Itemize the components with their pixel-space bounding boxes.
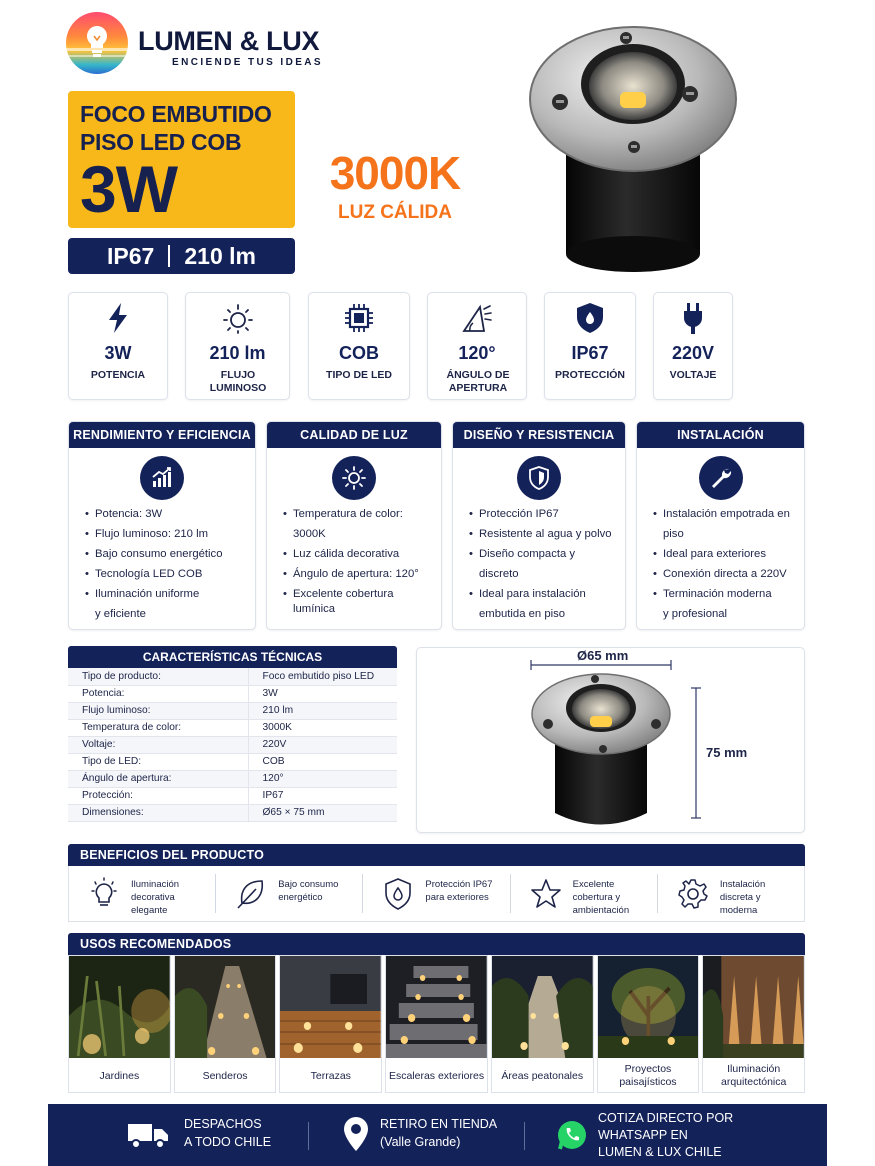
use-label: Proyectos paisajísticos xyxy=(619,1063,677,1088)
spec-key: Flujo luminoso: xyxy=(68,702,248,719)
product-wattage: 3W xyxy=(80,152,177,226)
gear-icon xyxy=(676,877,710,911)
footer-shipping-line2: A TODO CHILE xyxy=(184,1135,272,1149)
kelvin-label: LUZ CÁLIDA xyxy=(338,202,452,223)
bolt-icon xyxy=(101,301,135,335)
product-title-box xyxy=(68,91,295,228)
list-item: • Luz cálida decorativa xyxy=(283,544,433,564)
use-label: Iluminación arquitectónica xyxy=(720,1063,787,1088)
use-label: Jardines xyxy=(99,1069,140,1082)
uses-gallery xyxy=(68,955,805,1093)
list-item: • Instalación empotrada en piso xyxy=(653,504,796,544)
spec-value: IP67 xyxy=(571,343,609,363)
sun-icon xyxy=(332,456,376,500)
benefit-item xyxy=(511,874,658,916)
benefit-text: Protección IP67 para exteriores xyxy=(425,879,493,903)
tech-specs-table xyxy=(68,646,397,822)
list-item: • Ángulo de apertura: 120° xyxy=(283,564,433,584)
benefits-row xyxy=(68,866,805,922)
spec-label: FLUJO LUMINOSO xyxy=(209,369,267,394)
spec-value: 3W xyxy=(104,343,132,363)
use-label: Senderos xyxy=(202,1069,248,1082)
spec-value: Ø65 × 75 mm xyxy=(248,804,397,821)
list-item: lumínica xyxy=(293,603,336,615)
logo-sunset-icon xyxy=(66,12,128,74)
plug-icon xyxy=(676,301,710,335)
footer-shipping-line1: DESPACHOS xyxy=(184,1117,262,1131)
spec-value: Foco embutido piso LED xyxy=(248,668,397,685)
spec-value: 210 lm xyxy=(248,702,397,719)
list-item: • Flujo luminoso: 210 lm xyxy=(85,524,247,544)
use-card xyxy=(702,955,805,1093)
pill-lumens: 210 lm xyxy=(184,242,256,269)
list-item: • Tecnología LED COB xyxy=(85,564,247,584)
list-item: • Diseño compacta y discreto xyxy=(469,544,617,584)
spec-key: Voltaje: xyxy=(68,736,248,753)
uses-title: USOS RECOMENDADOS xyxy=(68,933,805,955)
spec-value: 120° xyxy=(458,343,496,363)
use-photo xyxy=(280,956,381,1058)
list-item: • Excelente cobertura xyxy=(283,587,433,602)
list-item: • Ideal para instalación xyxy=(469,584,617,604)
spec-key: Temperatura de color: xyxy=(68,719,248,736)
list-item: • Potencia: 3W xyxy=(85,504,247,524)
use-photo xyxy=(598,956,699,1058)
truck-icon xyxy=(126,1120,170,1150)
feature-column-design xyxy=(452,421,626,630)
table-row xyxy=(68,736,397,753)
spec-value: COB xyxy=(339,343,379,363)
specs-table xyxy=(68,668,397,822)
spec-value: IP67 xyxy=(248,787,397,804)
spec-label: TIPO DE LED xyxy=(326,369,392,381)
product-title-line2: PISO LED COB xyxy=(80,129,242,155)
spec-value: COB xyxy=(248,753,397,770)
feature-column-performance xyxy=(68,421,256,630)
leaf-icon xyxy=(234,877,268,911)
feature-list xyxy=(283,504,433,617)
list-item: • Resistente al agua y polvo xyxy=(469,524,617,544)
whatsapp-icon xyxy=(556,1119,588,1151)
beam-angle-icon xyxy=(460,301,494,335)
kelvin-value: 3000K xyxy=(329,147,461,199)
spec-value: 220V xyxy=(671,343,715,363)
spec-label: POTENCIA xyxy=(90,369,146,381)
spec-card-angle xyxy=(427,292,527,400)
use-label: Áreas peatonales xyxy=(501,1069,584,1082)
spec-label: ÁNGULO DE APERTURA xyxy=(446,369,510,394)
feature-title: RENDIMIENTO Y EFICIENCIA xyxy=(69,422,255,448)
footer-whatsapp-line3: LUMEN & LUX CHILE xyxy=(598,1145,722,1159)
use-photo xyxy=(386,956,487,1058)
color-temperature xyxy=(310,148,480,224)
list-item: • Iluminación uniforme xyxy=(85,584,247,604)
feature-title: INSTALACIÓN xyxy=(637,422,804,448)
use-card xyxy=(597,955,700,1093)
spec-value: 3000K xyxy=(248,719,397,736)
feature-column-installation xyxy=(636,421,805,630)
use-label: Escaleras exteriores xyxy=(388,1069,485,1082)
list-item: • Bajo consumo energético xyxy=(85,544,247,564)
feature-title: DISEÑO Y RESISTENCIA xyxy=(453,422,625,448)
footer-bar xyxy=(48,1104,827,1166)
use-card xyxy=(174,955,277,1093)
benefit-text: Instalación discreta y moderna xyxy=(719,879,766,916)
spec-key: Tipo de LED: xyxy=(68,753,248,770)
list-item: • Ideal para exteriores xyxy=(653,544,796,564)
brand-tagline: ENCIENDE TUS IDEAS xyxy=(172,57,323,68)
list-item: embutida en piso xyxy=(479,608,566,620)
footer-pickup-line1: RETIRO EN TIENDA xyxy=(380,1117,498,1131)
diameter-label: Ø65 mm xyxy=(577,648,629,663)
feature-title: CALIDAD DE LUZ xyxy=(267,422,441,448)
use-label: Terrazas xyxy=(310,1069,351,1082)
spec-key: Ángulo de apertura: xyxy=(68,770,248,787)
footer-whatsapp-line1: COTIZA DIRECTO POR xyxy=(598,1111,734,1125)
table-row xyxy=(68,719,397,736)
sun-icon xyxy=(221,301,255,335)
ip-lumen-pill xyxy=(68,238,295,274)
star-icon xyxy=(529,877,563,911)
shield-drop-icon xyxy=(381,877,415,911)
shield-icon xyxy=(517,456,561,500)
use-photo xyxy=(69,956,170,1058)
feature-list xyxy=(469,504,617,624)
height-label: 75 mm xyxy=(706,745,748,760)
spec-key: Protección: xyxy=(68,787,248,804)
spec-value: 3W xyxy=(248,685,397,702)
location-pin-icon xyxy=(342,1116,370,1152)
feature-list xyxy=(653,504,796,624)
footer-whatsapp-line2: WHATSAPP EN xyxy=(598,1128,688,1142)
dimension-lamp-image xyxy=(417,648,806,834)
use-card xyxy=(279,955,382,1093)
use-card xyxy=(491,955,594,1093)
spec-key: Dimensiones: xyxy=(68,804,248,821)
benefit-item xyxy=(69,874,216,916)
spec-key: Potencia: xyxy=(68,685,248,702)
dimensions-panel xyxy=(416,647,805,833)
use-photo xyxy=(492,956,593,1058)
product-lamp-image xyxy=(526,24,740,280)
spec-key: Tipo de producto: xyxy=(68,668,248,685)
brand-logo xyxy=(66,12,356,78)
chart-icon xyxy=(140,456,184,500)
chip-icon xyxy=(342,301,376,335)
spec-card-protection xyxy=(544,292,636,400)
tech-specs-title: CARACTERÍSTICAS TÉCNICAS xyxy=(68,646,397,668)
benefit-item xyxy=(658,874,804,916)
spec-card-power xyxy=(68,292,168,400)
product-title-line1: FOCO EMBUTIDO xyxy=(80,101,272,127)
list-item: y eficiente xyxy=(95,608,146,620)
benefit-item xyxy=(216,874,363,913)
spec-card-lumens xyxy=(185,292,290,400)
spec-label: VOLTAJE xyxy=(669,369,717,381)
benefit-text: Bajo consumo energético xyxy=(278,879,339,903)
list-item: • Conexión directa a 220V xyxy=(653,564,796,584)
table-row xyxy=(68,753,397,770)
list-item: • Temperatura de color: 3000K xyxy=(283,504,433,544)
use-card xyxy=(385,955,488,1093)
table-row xyxy=(68,787,397,804)
table-row xyxy=(68,770,397,787)
benefit-text: Iluminación decorativa elegante xyxy=(131,879,180,916)
feature-column-light-quality xyxy=(266,421,442,630)
benefits-title: BENEFICIOS DEL PRODUCTO xyxy=(68,844,805,866)
footer-divider xyxy=(524,1122,525,1150)
pill-divider xyxy=(168,245,170,267)
table-row xyxy=(68,702,397,719)
spec-card-voltage xyxy=(653,292,733,400)
list-item: • Protección IP67 xyxy=(469,504,617,524)
pill-ip: IP67 xyxy=(107,242,155,269)
table-row xyxy=(68,668,397,685)
shield-drop-icon xyxy=(573,301,607,335)
list-item: • Terminación moderna xyxy=(653,584,796,604)
spec-card-led-type xyxy=(308,292,410,400)
footer-pickup-line2: (Valle Grande) xyxy=(380,1135,461,1149)
spec-value: 220V xyxy=(248,736,397,753)
footer-divider xyxy=(308,1122,309,1150)
wrench-icon xyxy=(699,456,743,500)
brand-name: LUMEN & LUX xyxy=(138,26,320,56)
spec-value: 210 lm xyxy=(209,343,266,363)
feature-list xyxy=(85,504,247,624)
use-photo xyxy=(175,956,276,1058)
benefit-text: Excelente cobertura y ambientación xyxy=(572,879,630,916)
spec-label: PROTECCIÓN xyxy=(554,369,625,381)
benefit-item xyxy=(363,874,510,913)
spec-value: 120° xyxy=(248,770,397,787)
use-photo xyxy=(703,956,804,1058)
table-row xyxy=(68,685,397,702)
bulb-icon xyxy=(87,877,121,911)
table-row xyxy=(68,804,397,821)
use-card xyxy=(68,955,171,1093)
list-item: y profesional xyxy=(663,608,728,620)
